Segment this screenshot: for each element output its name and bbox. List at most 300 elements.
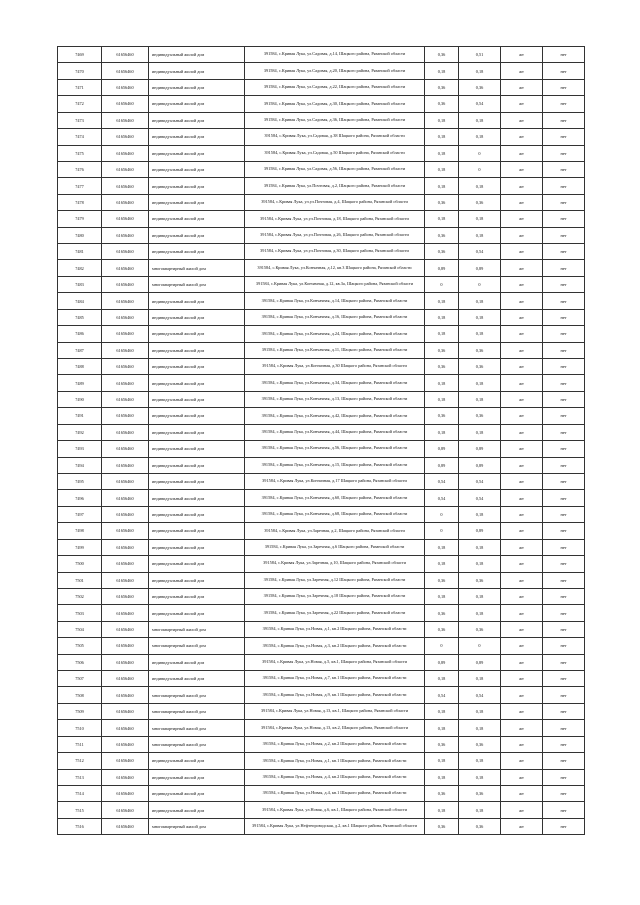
type-code-cell: жт (501, 769, 543, 785)
value-one-cell: 0,89 (425, 260, 459, 276)
value-two-cell: 0,18 (459, 506, 501, 522)
value-two-cell: 0,18 (459, 703, 501, 719)
value-two-cell: 0,18 (459, 556, 501, 572)
value-one-cell: 0,18 (425, 703, 459, 719)
address-cell: 391584, с.Кривая Лука, ул.Кончачная, д.17 Шацкого района, Рязанской области (245, 473, 425, 489)
type-code-cell: жт (501, 211, 543, 227)
type-code-cell: жт (501, 441, 543, 457)
oktmo-code-cell: 61656460 (102, 687, 149, 703)
type-code-cell: жт (501, 47, 543, 63)
row-number-cell: 7503 (58, 605, 102, 621)
row-number-cell: 7484 (58, 293, 102, 309)
oktmo-code-cell: 61656460 (102, 326, 149, 342)
building-type-cell: многоквартирный жилой дом (149, 621, 245, 637)
table-row (58, 818, 585, 834)
address-cell: 391584, с.Кривая Лука, ул.Кончачная, д.44, Шацкого района, Рязанской области (245, 424, 425, 440)
value-one-cell: 0,18 (425, 178, 459, 194)
building-type-cell: индивидуальный жилой дом (149, 244, 245, 260)
flag-cell: нет (543, 408, 585, 424)
row-number-cell: 7488 (58, 359, 102, 375)
address-cell: 391584, с.Кривая Лука, ул.Кончачная, д.12, кв.3а, Шацкого района, Рязанской области (245, 276, 425, 292)
value-two-cell: 0,18 (459, 424, 501, 440)
row-number-cell: 7475 (58, 145, 102, 161)
row-number-cell: 7482 (58, 260, 102, 276)
oktmo-code-cell: 61656460 (102, 211, 149, 227)
building-type-cell: индивидуальный жилой дом (149, 506, 245, 522)
flag-cell: нет (543, 359, 585, 375)
building-type-cell: индивидуальный жилой дом (149, 441, 245, 457)
oktmo-code-cell: 61656460 (102, 408, 149, 424)
oktmo-code-cell: 61656460 (102, 769, 149, 785)
building-type-cell: индивидуальный жилой дом (149, 359, 245, 375)
value-one-cell: 0,36 (425, 359, 459, 375)
value-two-cell: 0,36 (459, 785, 501, 801)
building-type-cell: индивидуальный жилой дом (149, 129, 245, 145)
row-number-cell: 7483 (58, 276, 102, 292)
table-row (58, 802, 585, 818)
type-code-cell: жт (501, 818, 543, 834)
building-type-cell: индивидуальный жилой дом (149, 457, 245, 473)
oktmo-code-cell: 61656460 (102, 818, 149, 834)
flag-cell: нет (543, 96, 585, 112)
value-two-cell: 0,18 (459, 211, 501, 227)
table-row (58, 785, 585, 801)
building-type-cell: индивидуальный жилой дом (149, 326, 245, 342)
address-cell: 391584, с.Кривая Лука, ул.Нефтепроводская, д.2, кв.1 Шацкого района, Рязанской области (245, 818, 425, 834)
table-row (58, 753, 585, 769)
oktmo-code-cell: 61656460 (102, 457, 149, 473)
type-code-cell: жт (501, 605, 543, 621)
value-one-cell: 0,36 (425, 79, 459, 95)
flag-cell: нет (543, 506, 585, 522)
building-type-cell: индивидуальный жилой дом (149, 342, 245, 358)
building-type-cell: индивидуальный жилой дом (149, 572, 245, 588)
row-number-cell: 7478 (58, 194, 102, 210)
oktmo-code-cell: 61656460 (102, 244, 149, 260)
row-number-cell: 7498 (58, 523, 102, 539)
value-two-cell: 0,18 (459, 753, 501, 769)
row-number-cell: 7504 (58, 621, 102, 637)
oktmo-code-cell: 61656460 (102, 293, 149, 309)
type-code-cell: жт (501, 687, 543, 703)
value-one-cell: 0,18 (425, 769, 459, 785)
type-code-cell: жт (501, 473, 543, 489)
oktmo-code-cell: 61656460 (102, 441, 149, 457)
type-code-cell: жт (501, 556, 543, 572)
oktmo-code-cell: 61656460 (102, 96, 149, 112)
oktmo-code-cell: 61656460 (102, 473, 149, 489)
value-one-cell: 0,36 (425, 785, 459, 801)
table-row (58, 621, 585, 637)
address-cell: 391584, с.Кривая Лука, ул.Садовая, д.36, Шацкого района, Рязанской области (245, 112, 425, 128)
oktmo-code-cell: 61656460 (102, 227, 149, 243)
value-one-cell: 0 (425, 523, 459, 539)
type-code-cell: жт (501, 588, 543, 604)
type-code-cell: жт (501, 523, 543, 539)
address-cell: 391584, с.Кривая Лука, ул.Садовая, д.38 Шацкого района, Рязанской области (245, 129, 425, 145)
row-number-cell: 7486 (58, 326, 102, 342)
address-cell: 391584, с.Кривая Лука, ул.Кончачная, д.11, Шацкого района, Рязанской области (245, 342, 425, 358)
row-number-cell: 7497 (58, 506, 102, 522)
building-type-cell: многоквартирный жилой дом (149, 687, 245, 703)
address-cell: 391584, с.Кривая Лука, ул.Кончачная, д.60, Шацкого района, Рязанской области (245, 490, 425, 506)
type-code-cell: жт (501, 572, 543, 588)
oktmo-code-cell: 61656460 (102, 359, 149, 375)
value-one-cell: 0,18 (425, 720, 459, 736)
value-one-cell: 0,89 (425, 654, 459, 670)
value-one-cell: 0,18 (425, 63, 459, 79)
flag-cell: нет (543, 687, 585, 703)
value-two-cell: 0,36 (459, 359, 501, 375)
value-two-cell: 0,18 (459, 605, 501, 621)
table-row (58, 79, 585, 95)
value-two-cell: 0 (459, 161, 501, 177)
oktmo-code-cell: 61656460 (102, 391, 149, 407)
oktmo-code-cell: 61656460 (102, 703, 149, 719)
row-number-cell: 7472 (58, 96, 102, 112)
table-row (58, 161, 585, 177)
flag-cell: нет (543, 112, 585, 128)
value-two-cell: 0,36 (459, 79, 501, 95)
address-cell: 391584, с.Кривая Лука, ул.Кончачная, д.14, Шацкого района, Рязанской области (245, 293, 425, 309)
type-code-cell: жт (501, 424, 543, 440)
building-type-cell: индивидуальный жилой дом (149, 309, 245, 325)
building-type-cell: индивидуальный жилой дом (149, 63, 245, 79)
building-type-cell: индивидуальный жилой дом (149, 605, 245, 621)
row-number-cell: 7469 (58, 47, 102, 63)
flag-cell: нет (543, 473, 585, 489)
address-cell: 391584, с.Кривая Лука, ул.Кончачная, д.34, Шацкого района, Рязанской области (245, 375, 425, 391)
table-row (58, 260, 585, 276)
oktmo-code-cell: 61656460 (102, 145, 149, 161)
flag-cell: нет (543, 145, 585, 161)
value-two-cell: 0,18 (459, 227, 501, 243)
flag-cell: нет (543, 342, 585, 358)
flag-cell: нет (543, 736, 585, 752)
value-one-cell: 0,36 (425, 818, 459, 834)
building-type-cell: индивидуальный жилой дом (149, 802, 245, 818)
row-number-cell: 7471 (58, 79, 102, 95)
address-cell: 391584, с.Кривая Лука, ул.Заречная, д.22 Шацкого района, Рязанской области (245, 605, 425, 621)
flag-cell: нет (543, 490, 585, 506)
value-one-cell: 0,54 (425, 490, 459, 506)
type-code-cell: жт (501, 408, 543, 424)
value-two-cell: 0 (459, 276, 501, 292)
row-number-cell: 7493 (58, 441, 102, 457)
value-one-cell: 0,18 (425, 539, 459, 555)
flag-cell: нет (543, 161, 585, 177)
type-code-cell: жт (501, 753, 543, 769)
type-code-cell: жт (501, 621, 543, 637)
flag-cell: нет (543, 276, 585, 292)
flag-cell: нет (543, 638, 585, 654)
row-number-cell: 7492 (58, 424, 102, 440)
address-cell: 391584, с.Кривая Лука, ул.Новая, д.5, кв.1, Шацкого района, Рязанской области (245, 654, 425, 670)
building-type-cell: многоквартирный жилой дом (149, 818, 245, 834)
table-row (58, 769, 585, 785)
oktmo-code-cell: 61656460 (102, 63, 149, 79)
flag-cell: нет (543, 391, 585, 407)
oktmo-code-cell: 61656460 (102, 720, 149, 736)
value-one-cell: 0,36 (425, 227, 459, 243)
table-row (58, 408, 585, 424)
value-two-cell: 0,18 (459, 720, 501, 736)
row-number-cell: 7499 (58, 539, 102, 555)
address-cell: 391584, с.Кривая Лука, ул.ул.Почтовая, д.26, Шацкого района, Рязанской области (245, 227, 425, 243)
table-row (58, 129, 585, 145)
type-code-cell: жт (501, 244, 543, 260)
building-type-cell: индивидуальный жилой дом (149, 161, 245, 177)
type-code-cell: жт (501, 129, 543, 145)
table-row (58, 490, 585, 506)
flag-cell: нет (543, 605, 585, 621)
flag-cell: нет (543, 194, 585, 210)
value-two-cell: 0,18 (459, 309, 501, 325)
value-one-cell: 0,18 (425, 588, 459, 604)
row-number-cell: 7495 (58, 473, 102, 489)
table-row (58, 539, 585, 555)
table-row (58, 654, 585, 670)
flag-cell: нет (543, 326, 585, 342)
address-cell: 391584, с.Кривая Лука, ул.Садовая, д.20, Шацкого района, Рязанской области (245, 63, 425, 79)
address-cell: 391584, с.Кривая Лука, ул.Новая, д.3, кв.2 Шацкого района, Рязанской области (245, 638, 425, 654)
flag-cell: нет (543, 556, 585, 572)
oktmo-code-cell: 61656460 (102, 753, 149, 769)
table-row (58, 441, 585, 457)
building-type-cell: индивидуальный жилой дом (149, 178, 245, 194)
value-one-cell: 0,36 (425, 621, 459, 637)
oktmo-code-cell: 61656460 (102, 506, 149, 522)
value-one-cell: 0,54 (425, 473, 459, 489)
table-row (58, 671, 585, 687)
value-two-cell: 0,18 (459, 391, 501, 407)
type-code-cell: жт (501, 293, 543, 309)
address-cell: 391584, с.Кривая Лука, ул.Заречная, д.2, Шацкого района, Рязанской области (245, 523, 425, 539)
oktmo-code-cell: 61656460 (102, 736, 149, 752)
oktmo-code-cell: 61656460 (102, 556, 149, 572)
type-code-cell: жт (501, 671, 543, 687)
type-code-cell: жт (501, 145, 543, 161)
value-one-cell: 0 (425, 276, 459, 292)
value-two-cell: 0,36 (459, 572, 501, 588)
value-one-cell: 0,18 (425, 309, 459, 325)
row-number-cell: 7476 (58, 161, 102, 177)
type-code-cell: жт (501, 161, 543, 177)
table-row (58, 572, 585, 588)
flag-cell: нет (543, 47, 585, 63)
table-row (58, 63, 585, 79)
value-two-cell: 0,54 (459, 490, 501, 506)
value-two-cell: 0,89 (459, 441, 501, 457)
value-two-cell: 0,89 (459, 523, 501, 539)
row-number-cell: 7489 (58, 375, 102, 391)
value-one-cell: 0,18 (425, 112, 459, 128)
oktmo-code-cell: 61656460 (102, 605, 149, 621)
building-type-cell: индивидуальный жилой дом (149, 523, 245, 539)
oktmo-code-cell: 61656460 (102, 621, 149, 637)
value-two-cell: 0,18 (459, 588, 501, 604)
building-type-cell: многоквартирный жилой дом (149, 260, 245, 276)
table-row (58, 720, 585, 736)
address-cell: 391584, с.Кривая Лука, ул.Садовая, д.22, Шацкого района, Рязанской области (245, 79, 425, 95)
value-two-cell: 0,54 (459, 244, 501, 260)
type-code-cell: жт (501, 309, 543, 325)
type-code-cell: жт (501, 359, 543, 375)
table-row (58, 112, 585, 128)
row-number-cell: 7494 (58, 457, 102, 473)
row-number-cell: 7491 (58, 408, 102, 424)
address-cell: 391584, с.Кривая Лука, ул.Новая, д.9, кв.1 Шацкого района, Рязанской области (245, 687, 425, 703)
flag-cell: нет (543, 129, 585, 145)
address-cell: 391584, с.Кривая Лука, ул.Садовая, д.50 Шацкого района, Рязанской области (245, 145, 425, 161)
value-two-cell: 0,18 (459, 178, 501, 194)
building-type-cell: индивидуальный жилой дом (149, 769, 245, 785)
type-code-cell: жт (501, 178, 543, 194)
value-one-cell: 0,36 (425, 342, 459, 358)
type-code-cell: жт (501, 227, 543, 243)
flag-cell: нет (543, 539, 585, 555)
flag-cell: нет (543, 769, 585, 785)
oktmo-code-cell: 61656460 (102, 424, 149, 440)
address-cell: 391584, с.Кривая Лука, ул.Садовая, д.56, Шацкого района, Рязанской области (245, 161, 425, 177)
type-code-cell: жт (501, 720, 543, 736)
table-row (58, 145, 585, 161)
value-one-cell: 0,18 (425, 211, 459, 227)
flag-cell: нет (543, 293, 585, 309)
value-two-cell: 0,18 (459, 539, 501, 555)
flag-cell: нет (543, 309, 585, 325)
oktmo-code-cell: 61656460 (102, 802, 149, 818)
row-number-cell: 7479 (58, 211, 102, 227)
value-two-cell: 0,18 (459, 671, 501, 687)
table-row (58, 375, 585, 391)
address-cell: 391584, с.Кривая Лука, ул.Кончачная, д.68, Шацкого района, Рязанской области (245, 506, 425, 522)
row-number-cell: 7474 (58, 129, 102, 145)
row-number-cell: 7507 (58, 671, 102, 687)
oktmo-code-cell: 61656460 (102, 490, 149, 506)
table-row (58, 194, 585, 210)
row-number-cell: 7481 (58, 244, 102, 260)
flag-cell: нет (543, 211, 585, 227)
row-number-cell: 7502 (58, 588, 102, 604)
value-two-cell: 0,89 (459, 654, 501, 670)
type-code-cell: жт (501, 391, 543, 407)
value-two-cell: 0,89 (459, 260, 501, 276)
row-number-cell: 7500 (58, 556, 102, 572)
building-type-cell: многоквартирный жилой дом (149, 703, 245, 719)
table-row (58, 293, 585, 309)
table-row (58, 605, 585, 621)
value-one-cell: 0,36 (425, 194, 459, 210)
value-one-cell: 0,18 (425, 753, 459, 769)
value-one-cell: 0,18 (425, 293, 459, 309)
flag-cell: нет (543, 375, 585, 391)
building-type-cell: индивидуальный жилой дом (149, 375, 245, 391)
building-type-cell: индивидуальный жилой дом (149, 473, 245, 489)
row-number-cell: 7516 (58, 818, 102, 834)
building-type-cell: индивидуальный жилой дом (149, 96, 245, 112)
building-type-cell: индивидуальный жилой дом (149, 588, 245, 604)
flag-cell: нет (543, 785, 585, 801)
table-row (58, 638, 585, 654)
flag-cell: нет (543, 572, 585, 588)
table-row (58, 703, 585, 719)
value-one-cell: 0,18 (425, 375, 459, 391)
oktmo-code-cell: 61656460 (102, 671, 149, 687)
row-number-cell: 7515 (58, 802, 102, 818)
building-type-cell: индивидуальный жилой дом (149, 490, 245, 506)
flag-cell: нет (543, 802, 585, 818)
table-row (58, 47, 585, 63)
type-code-cell: жт (501, 785, 543, 801)
value-one-cell: 0,18 (425, 161, 459, 177)
value-two-cell: 0,18 (459, 769, 501, 785)
value-one-cell: 0,36 (425, 96, 459, 112)
type-code-cell: жт (501, 112, 543, 128)
table-row (58, 227, 585, 243)
row-number-cell: 7490 (58, 391, 102, 407)
building-type-cell: индивидуальный жилой дом (149, 671, 245, 687)
address-cell: 391584, с.Кривая Лука, ул.Заречная, д.10, Шацкого района, Рязанской области (245, 556, 425, 572)
address-cell: 391584, с.Кривая Лука, ул.Кончачная, д.16, Шацкого района, Рязанской области (245, 309, 425, 325)
value-two-cell: 0,36 (459, 342, 501, 358)
value-one-cell: 0,89 (425, 441, 459, 457)
flag-cell: нет (543, 588, 585, 604)
value-one-cell: 0,18 (425, 145, 459, 161)
building-type-cell: индивидуальный жилой дом (149, 539, 245, 555)
building-type-cell: индивидуальный жилой дом (149, 79, 245, 95)
address-cell: 391584, с.Кривая Лука, ул.Новая, д.13, кв.1, Шацкого района, Рязанской области (245, 703, 425, 719)
value-one-cell: 0,18 (425, 129, 459, 145)
table-row (58, 473, 585, 489)
oktmo-code-cell: 61656460 (102, 539, 149, 555)
value-one-cell: 0,18 (425, 671, 459, 687)
row-number-cell: 7510 (58, 720, 102, 736)
type-code-cell: жт (501, 539, 543, 555)
building-type-cell: индивидуальный жилой дом (149, 145, 245, 161)
building-type-cell: индивидуальный жилой дом (149, 47, 245, 63)
table-row (58, 687, 585, 703)
address-cell: 391584, с.Кривая Лука, ул.ул.Почтовая, д.30, Шацкого района, Рязанской области (245, 244, 425, 260)
table-row (58, 424, 585, 440)
value-one-cell: 0,36 (425, 244, 459, 260)
table-body (58, 47, 585, 835)
address-cell: 391584, с.Кривая Лука, ул.Заречная, д.6 Шацкого района, Рязанской области (245, 539, 425, 555)
type-code-cell: жт (501, 802, 543, 818)
row-number-cell: 7501 (58, 572, 102, 588)
table-row (58, 178, 585, 194)
type-code-cell: жт (501, 79, 543, 95)
oktmo-code-cell: 61656460 (102, 785, 149, 801)
row-number-cell: 7480 (58, 227, 102, 243)
value-two-cell: 0,51 (459, 47, 501, 63)
oktmo-code-cell: 61656460 (102, 638, 149, 654)
table-row (58, 96, 585, 112)
building-type-cell: индивидуальный жилой дом (149, 424, 245, 440)
value-two-cell: 0 (459, 145, 501, 161)
flag-cell: нет (543, 671, 585, 687)
table-row (58, 359, 585, 375)
oktmo-code-cell: 61656460 (102, 161, 149, 177)
address-cell: 391584, с.Кривая Лука, ул.Заречная, д.18 Шацкого района, Рязанской области (245, 588, 425, 604)
value-two-cell: 0,18 (459, 375, 501, 391)
value-one-cell: 0,36 (425, 736, 459, 752)
value-two-cell: 0,36 (459, 194, 501, 210)
address-cell: 391584, с.Кривая Лука, ул.Новая, д.1, кв.2 Шацкого района, Рязанской области (245, 621, 425, 637)
oktmo-code-cell: 61656460 (102, 276, 149, 292)
type-code-cell: жт (501, 638, 543, 654)
type-code-cell: жт (501, 260, 543, 276)
